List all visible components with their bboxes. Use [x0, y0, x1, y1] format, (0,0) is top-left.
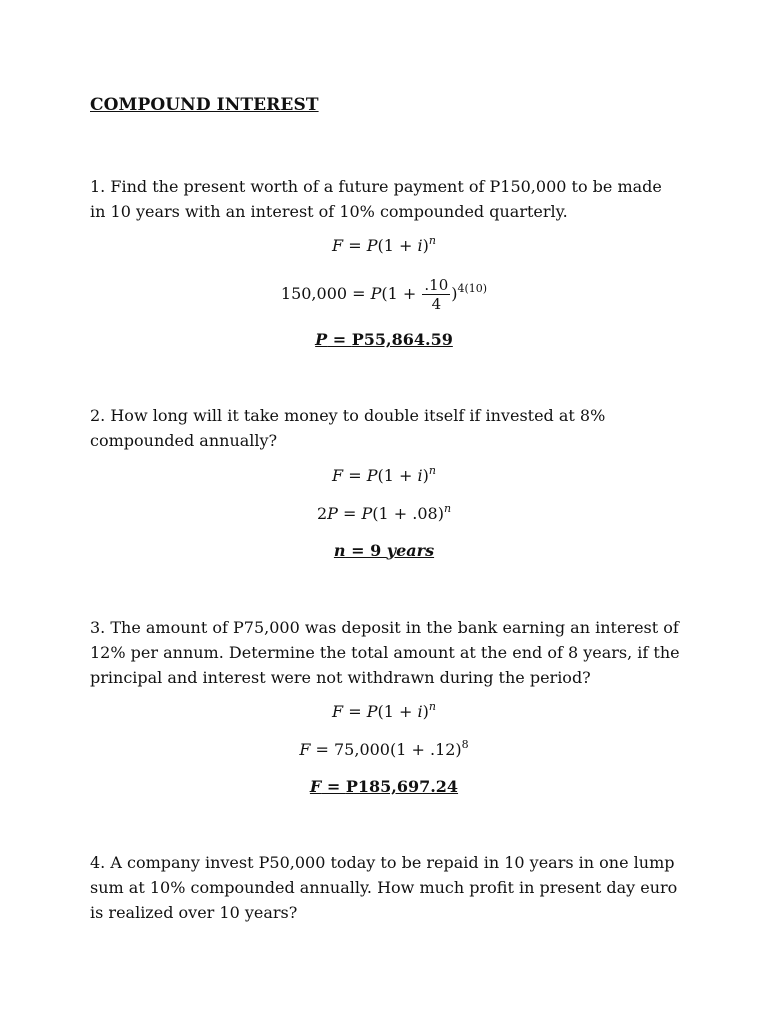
problem-1-text: 1. Find the present worth of a future payment of P150,000 to be made in 10 years with an interest of 10% compounded quarterly. [90, 177, 662, 221]
problem-3-text: 3. The amount of P75,000 was deposit in the bank earning an interest of 12% per annum. Determine the total amount at the end of 8 years, if the principal and interest were not withdrawn during the period? [90, 618, 680, 687]
problem-3-formula: $F = P(1 + i)^n$ [332, 700, 436, 721]
problem-1-answer: P = P55,864.59 [315, 330, 453, 349]
problem-2-substitution: $2P = P(1 + .08)^n$ [316, 502, 452, 523]
problem-1-formula: $F = P(1 + i)^n$ [332, 234, 436, 255]
document-title: COMPOUND INTEREST [90, 95, 319, 115]
problem-2-text: 2. How long will it take money to double itself if invested at 8% compounded annually? [90, 406, 606, 450]
problem-3-substitution: $F = 75,000(1 + .12)^8$ [299, 738, 469, 759]
problem-3-answer: F = P185,697.24 [309, 777, 459, 796]
problem-2-formula: $F = P(1 + i)^n$ [332, 464, 436, 485]
fraction: $\frac{.10}{4}$ [424, 276, 449, 313]
problem-2-answer: n = 9 years [333, 541, 435, 560]
problem-4-text: 4. A company invest P50,000 today to be repaid in 10 years in one lump sum at 10% compounded annually. How much profit in present day euro is realized over 10 years? [90, 853, 678, 922]
problem-1-substitution: 150,000 = P(1 + $\frac{.10}{4}$ )$^{4(10)}$ [280, 276, 488, 313]
